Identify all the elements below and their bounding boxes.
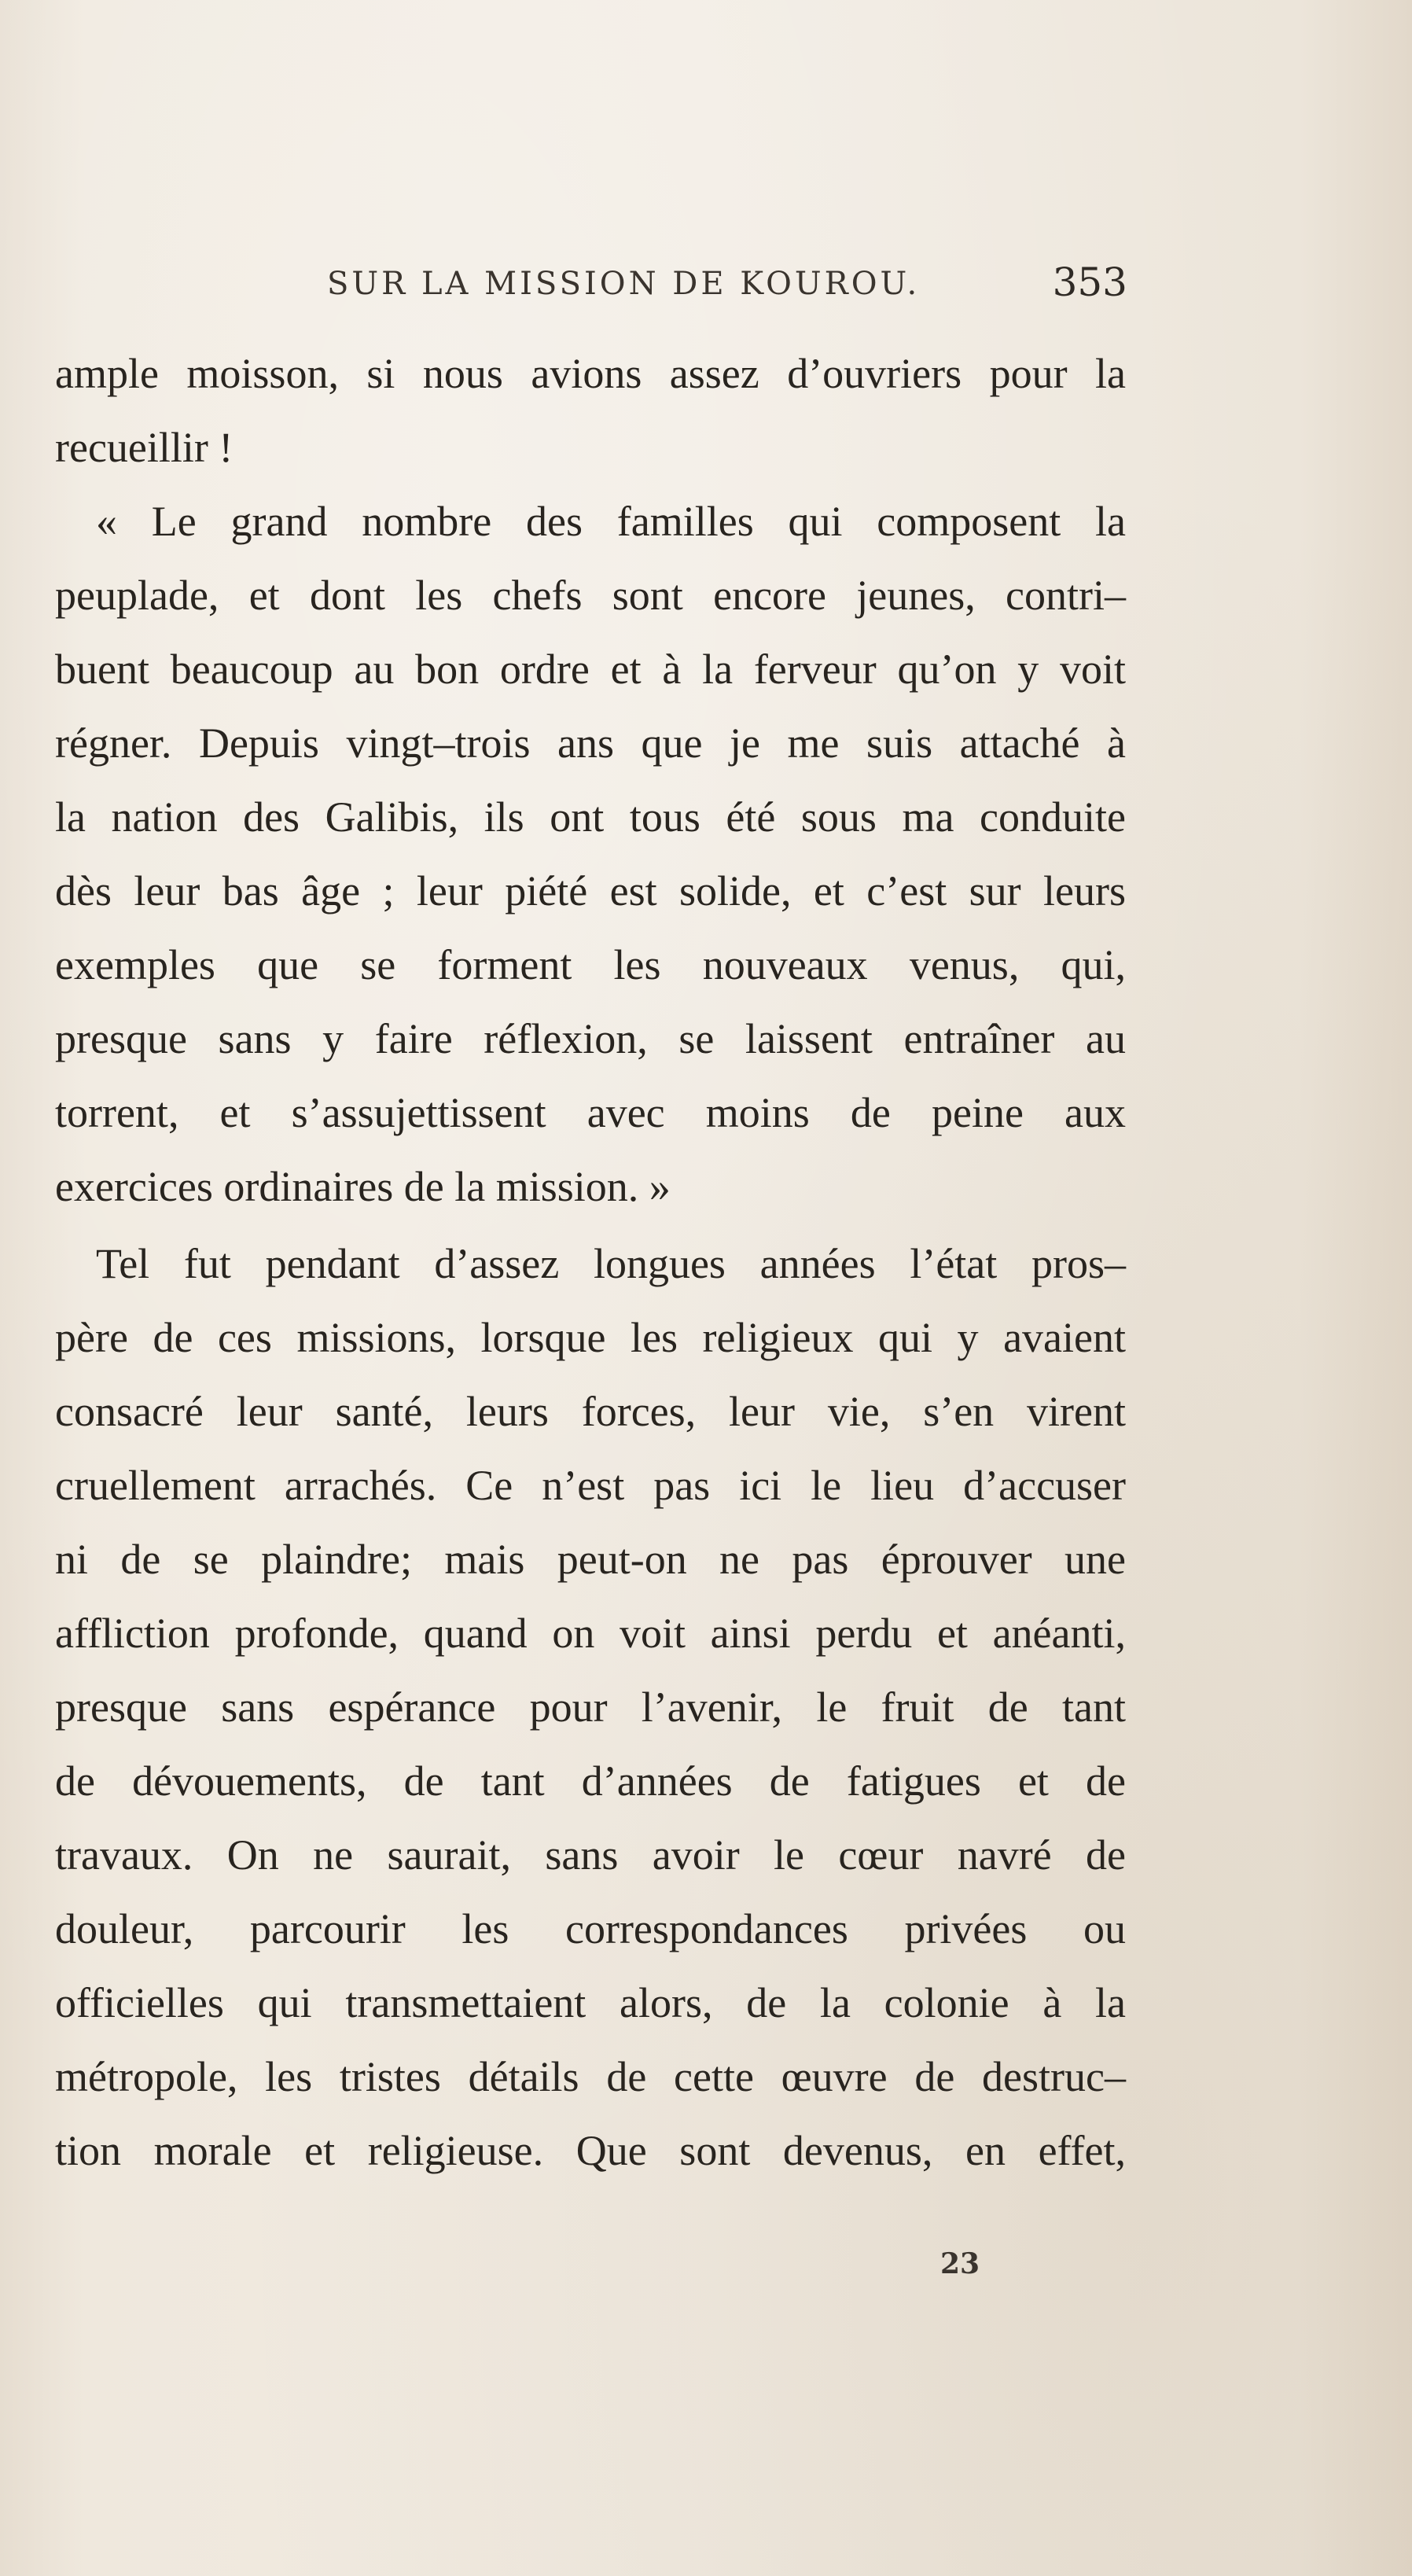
- text-line: régner. Depuis vingt–trois ans que je me suis attaché à: [55, 719, 1126, 767]
- text-line: ni de se plaindre; mais peut-on ne pas éprouver une: [55, 1536, 1126, 1583]
- text-line: « Le grand nombre des familles qui composent la: [96, 498, 1126, 545]
- text-line: de dévouements, de tant d’années de fatigues et de: [55, 1757, 1126, 1805]
- text-line: tion morale et religieuse. Que sont devenus, en effet,: [55, 2127, 1126, 2174]
- text-line: dès leur bas âge ; leur piété est solide, et c’est sur leurs: [55, 867, 1126, 914]
- text-line: ample moisson, si nous avions assez d’ouvriers pour la: [55, 350, 1126, 397]
- text-line: douleur, parcourir les correspondances privées ou: [55, 1905, 1126, 1952]
- text-line: cruellement arrachés. Ce n’est pas ici le lieu d’accuser: [55, 1462, 1126, 1509]
- text-line: recueillir !: [55, 424, 233, 471]
- text-line: Tel fut pendant d’assez longues années l’état pros–: [96, 1240, 1126, 1287]
- text-line: père de ces missions, lorsque les religieux qui y avaient: [55, 1314, 1126, 1361]
- text-line: torrent, et s’assujettissent avec moins de peine aux: [55, 1089, 1126, 1136]
- text-line: la nation des Galibis, ils ont tous été sous ma conduite: [55, 793, 1126, 841]
- text-line: travaux. On ne saurait, sans avoir le cœur navré de: [55, 1831, 1126, 1879]
- signature-mark: 23: [940, 2247, 980, 2280]
- text-line: officielles qui transmettaient alors, de la colonie à la: [55, 1979, 1126, 2026]
- running-title: SUR LA MISSION DE KOUROU.: [327, 266, 921, 302]
- page-number: 353: [1052, 259, 1127, 305]
- text-line: métropole, les tristes détails de cette œuvre de destruc–: [55, 2053, 1126, 2100]
- text-line: affliction profonde, quand on voit ainsi perdu et anéanti,: [55, 1610, 1126, 1657]
- text-line: peuplade, et dont les chefs sont encore jeunes, contri–: [55, 572, 1126, 619]
- text-line: presque sans espérance pour l’avenir, le fruit de tant: [55, 1684, 1126, 1731]
- text-line: buent beaucoup au bon ordre et à la ferveur qu’on y voit: [55, 646, 1126, 693]
- text-line: presque sans y faire réflexion, se laissent entraîner au: [55, 1015, 1126, 1062]
- text-line: consacré leur santé, leurs forces, leur vie, s’en virent: [55, 1388, 1126, 1435]
- text-line: exercices ordinaires de la mission. »: [55, 1163, 671, 1210]
- text-line: exemples que se forment les nouveaux venus, qui,: [55, 941, 1126, 988]
